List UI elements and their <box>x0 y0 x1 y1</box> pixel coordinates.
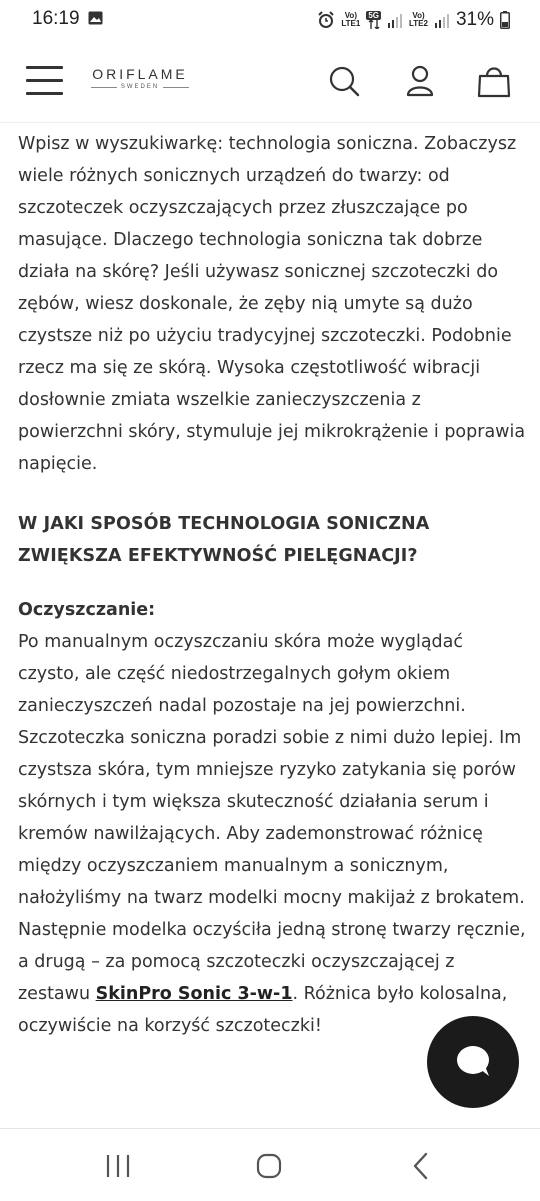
user-icon[interactable] <box>401 62 439 100</box>
skinpro-sonic-link[interactable]: SkinPro Sonic 3-w-1 <box>95 984 293 1004</box>
chat-button[interactable] <box>427 1016 519 1108</box>
article-subheading: Oczyszczanie: <box>18 600 156 620</box>
article-heading: W JAKI SPOSÓB TECHNOLOGIA SONICZNA ZWIĘKSZA EFEKTYWNOŚĆ PIELĘGNACJI? <box>18 514 430 566</box>
chat-bubble-icon <box>427 1016 519 1108</box>
article-content <box>18 128 528 1042</box>
signal-icon-2 <box>434 12 450 28</box>
sim1-indicator: Vo) LTE1 <box>341 11 361 28</box>
signal-icon <box>387 12 403 28</box>
status-right <box>317 8 510 32</box>
battery-icon <box>500 11 510 29</box>
home-icon[interactable] <box>252 1149 286 1183</box>
brand-sub: SWEDEN <box>84 84 196 90</box>
network-indicator: 5G <box>366 11 381 29</box>
article-paragraph: Wpisz w wyszukiwarkę: technologia soniczna. Zobaczysz wiele różnych sonicznych urządzeń do twarzy: od szczoteczek oczyszczających przez złuszczające po masujące. Dlaczego technologia soniczna tak dobrze działa na skórę? Jeśli używasz sonicznej szczoteczki do zębów, wiesz doskonale, że zęby nią umyte są dużo czystsze niż po użyciu tradycyjnej szczoteczki. Podobnie rzecz ma się ze skórą. Wysoka częstotliwość wibracji dosłownie zmiata wszelkie zanieczyszczenia z powierzchni skóry, stymuluje jej mikrokrążenie i poprawia napięcie. <box>18 134 526 474</box>
android-nav-bar <box>0 1128 540 1201</box>
battery-percent: 31% <box>455 9 494 30</box>
bag-icon[interactable] <box>475 62 513 100</box>
oriflame-logo[interactable] <box>84 66 196 90</box>
article-paragraph-2: Po manualnym oczyszczaniu skóra może wyglądać czysto, ale część niedostrzegalnych gołym okiem zanieczyszczeń nadal pozostaje na jej powierzchni. Szczoteczka soniczna poradzi sobie z nimi dużo lepiej. Im czystsza skóra, tym mniejsze ryzyko zatykania się porów skórnych i tym większa skuteczność działania serum i kremów nawilżających. Aby zademonstrować różnicę między oczyszczaniem manualnym a sonicznym, nałożyliśmy na twarz modelki mocny makijaż z brokatem. Następnie modelka oczyściła jedną stronę twarzy ręcznie, a drugą – za pomocą szczoteczki oczyszczającej z zestawu SkinPro Sonic 3-w-1. Różnica było kolosalna, oczywiście na korzyść szczoteczki! <box>18 632 526 1036</box>
recent-apps-icon[interactable] <box>101 1149 135 1183</box>
site-header <box>0 40 540 123</box>
data-arrows-icon <box>368 20 380 29</box>
alarm-icon <box>317 11 335 29</box>
status-time: 16:19 <box>32 8 80 29</box>
search-icon[interactable] <box>325 62 363 100</box>
gallery-notification-icon <box>88 11 103 25</box>
menu-icon[interactable] <box>26 66 63 96</box>
sim2-indicator: Vo) LTE2 <box>409 11 428 28</box>
back-icon[interactable] <box>404 1149 438 1183</box>
brand-name: ORIFLAME <box>92 66 188 82</box>
status-bar <box>0 0 540 40</box>
